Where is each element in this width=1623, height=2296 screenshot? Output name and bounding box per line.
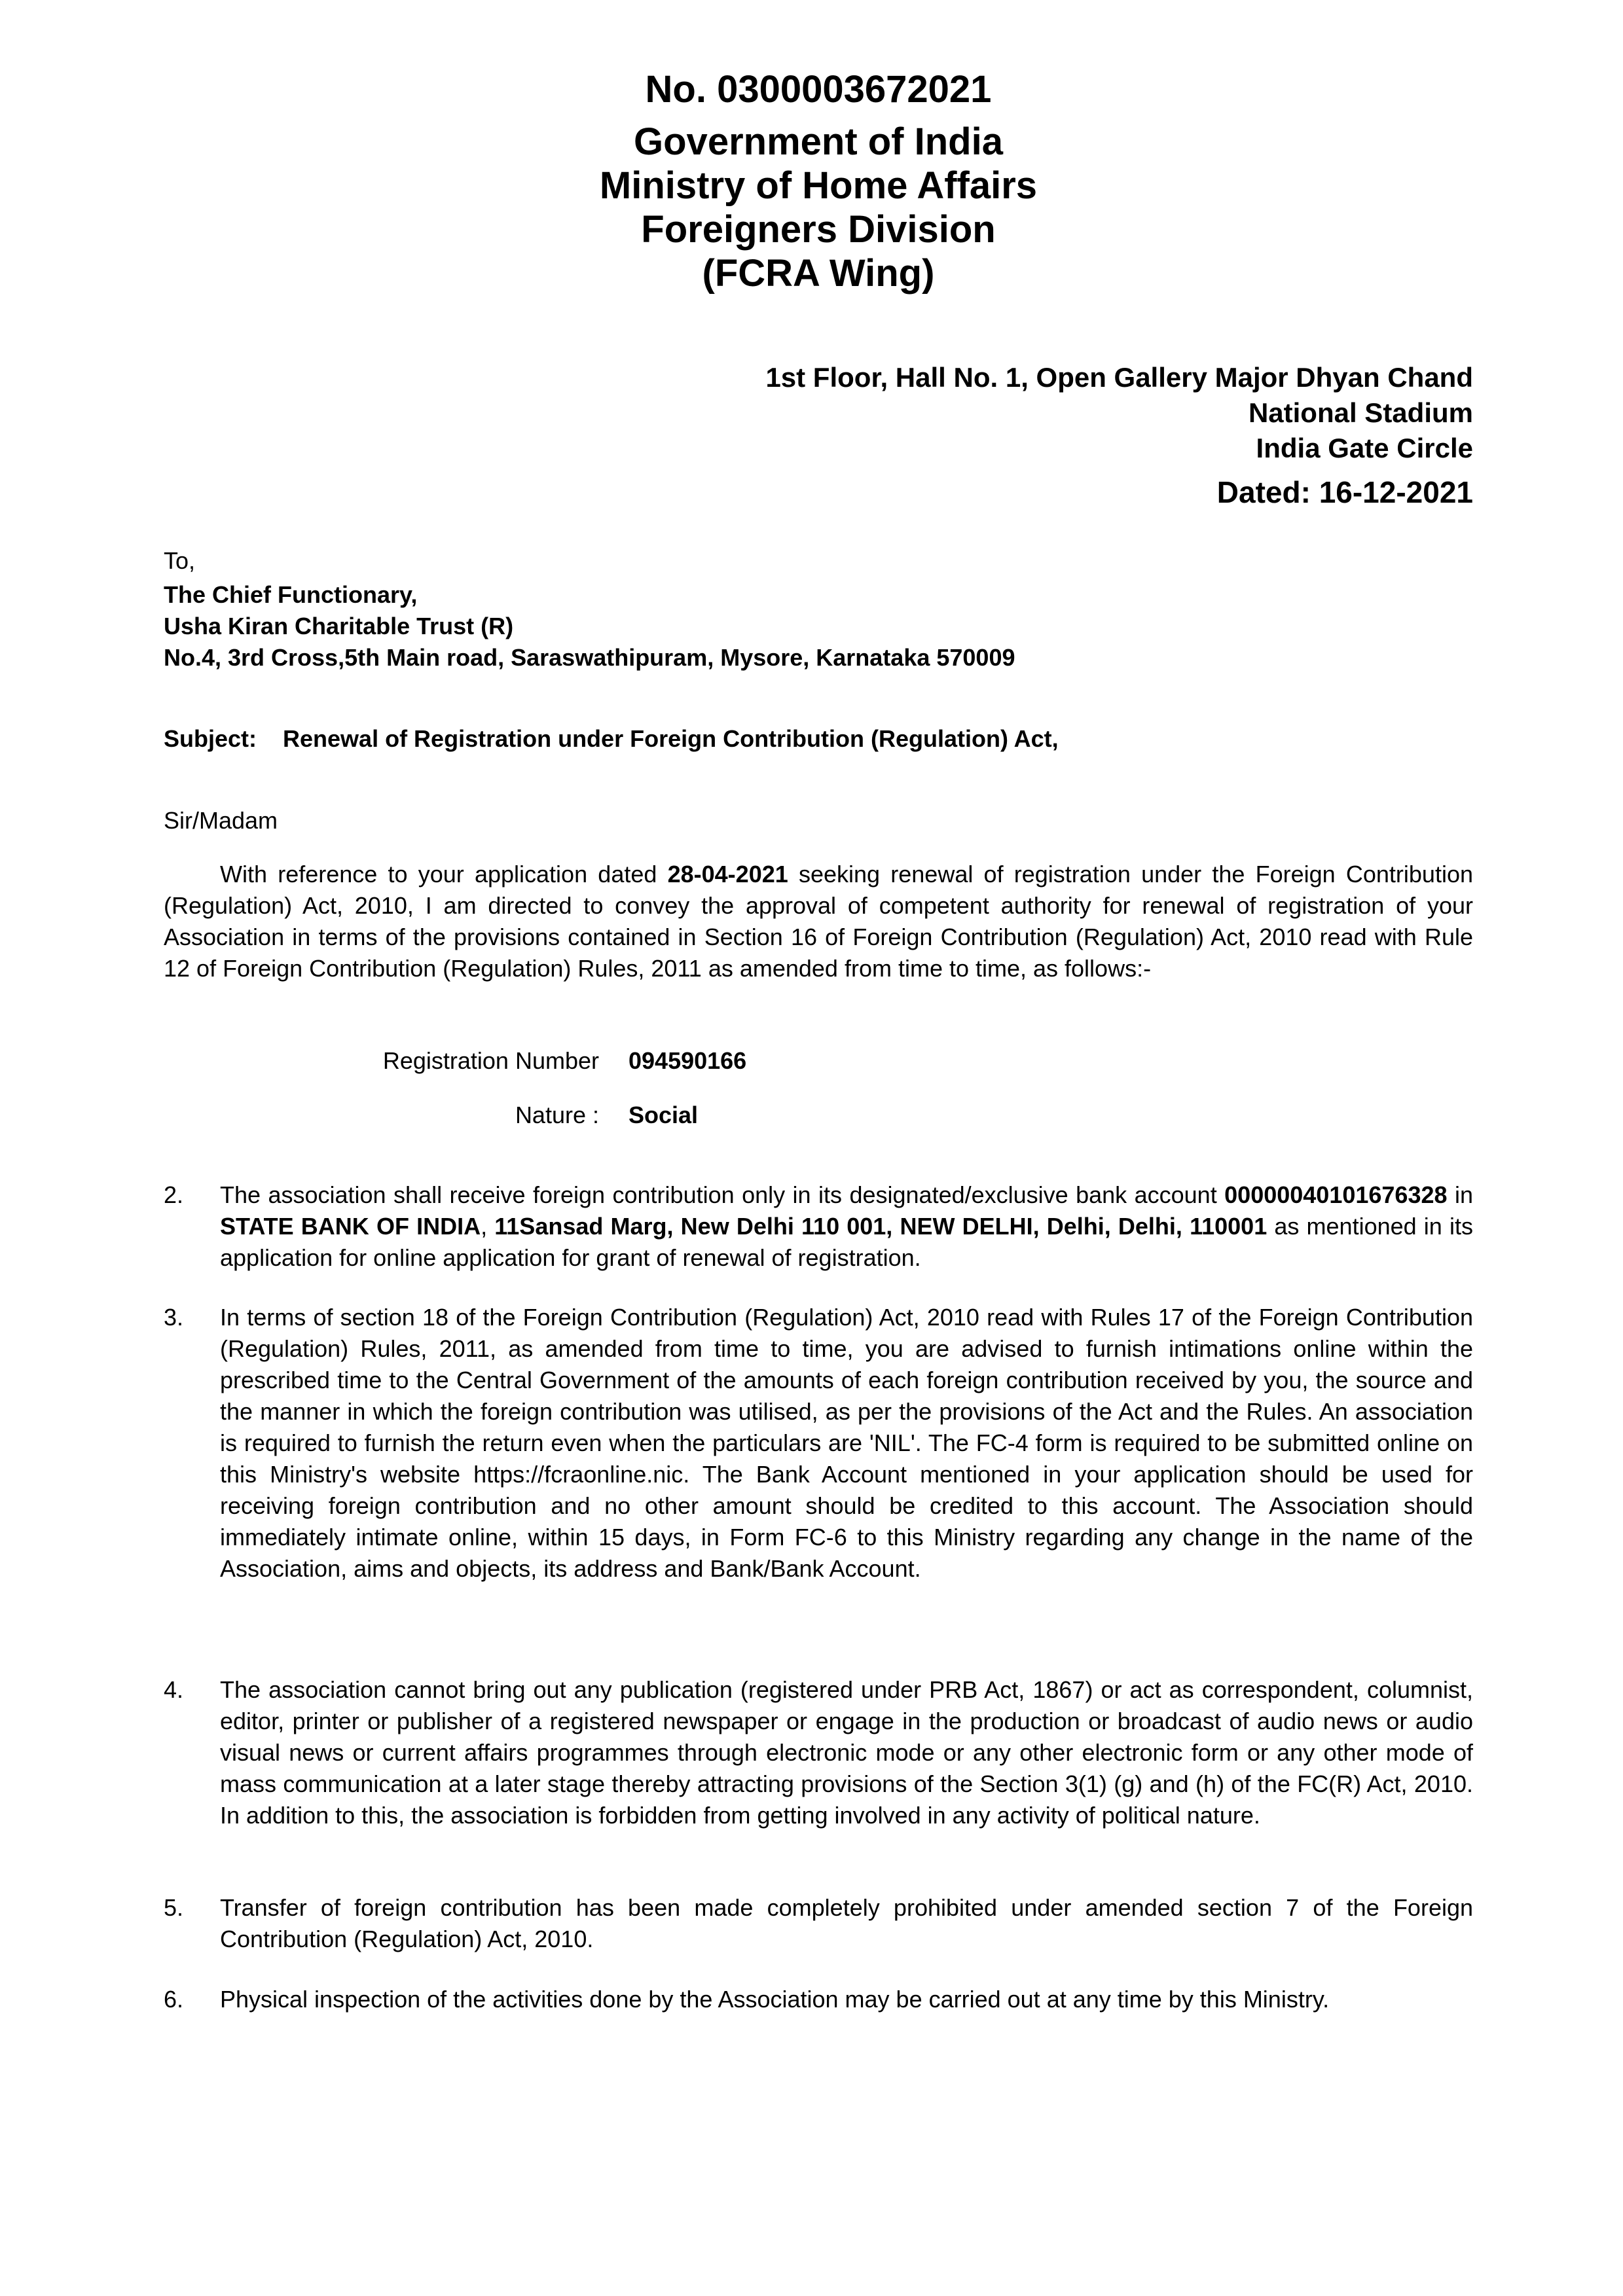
dated-line: Dated: 16-12-2021: [1216, 475, 1473, 509]
registration-number-value: 094590166: [629, 1047, 747, 1074]
item-text-segment: ,: [481, 1213, 495, 1240]
bank-address: 11Sansad Marg, New Delhi 110 001, NEW DELHI, Delhi, Delhi, 110001: [494, 1213, 1267, 1240]
recipient-address: No.4, 3rd Cross,5th Main road, Saraswathipuram, Mysore, Karnataka 570009: [164, 644, 1015, 671]
nature-label: Nature :: [515, 1102, 599, 1128]
office-address-block: [164, 360, 1473, 509]
condition-item-5: [164, 1892, 1473, 1955]
office-address-line: National Stadium: [1248, 397, 1473, 428]
item-number: 2.: [164, 1181, 184, 1208]
recipient-title: The Chief Functionary,: [164, 581, 418, 608]
item-text: [220, 1984, 1473, 2015]
office-address-line: India Gate Circle: [1256, 433, 1473, 463]
condition-item-2: [164, 1179, 1473, 1274]
item-text-segment: The association shall receive foreign contribution only in its designated/exclusive bank account: [220, 1181, 1225, 1208]
office-address-line: 1st Floor, Hall No. 1, Open Gallery Major Dhyan Chand: [765, 362, 1473, 393]
bank-name: STATE BANK OF INDIA: [220, 1213, 481, 1240]
application-date: 28-04-2021: [667, 861, 788, 888]
to-label: To,: [164, 547, 196, 574]
nature-row: [164, 1100, 1473, 1131]
reference-number: No. 0300003672021: [645, 68, 992, 111]
item-text-segment: Physical inspection of the activities done by the Association may be carried out at any time by this Ministry.: [220, 1986, 1330, 2013]
intro-text: seeking renewal of registration under the Foreign Contribution (Regulation) Act, 2010, I am directed to convey the approval of competent authority for renewal of registration of your Association in terms of the provisions contained in Section 16 of Foreign Contribution (Regulation) Act, 2010 read with Rule 12 of Foreign Contribution (Regulation) Rules, 2011 as amended from time to time, as follows:-: [164, 861, 1473, 982]
condition-item-6: [164, 1984, 1473, 2015]
recipient-organisation: Usha Kiran Charitable Trust (R): [164, 613, 514, 639]
item-text-segment: in: [1447, 1181, 1473, 1208]
recipient-block: [164, 545, 1473, 673]
subject-label: Subject:: [164, 725, 257, 752]
greeting: Sir/Madam: [164, 807, 278, 834]
division-line: Foreigners Division: [641, 208, 996, 251]
item-text: [220, 1674, 1473, 1831]
intro-text: With reference to your application dated: [220, 861, 668, 888]
government-of-india-line: Government of India: [634, 120, 1003, 163]
wing-line: (FCRA Wing): [702, 252, 935, 295]
ministry-line: Ministry of Home Affairs: [599, 164, 1038, 207]
intro-paragraph: [164, 859, 1473, 984]
letterhead: [164, 67, 1473, 295]
item-text-segment: as mentioned in its application for online application for grant of renewal of registration.: [220, 1213, 1473, 1271]
item-number: 3.: [164, 1304, 184, 1331]
item-text: [220, 1892, 1473, 1955]
item-number: 4.: [164, 1676, 184, 1703]
item-text-segment: The association cannot bring out any publication (registered under PRB Act, 1867) or act as correspondent, columnist, editor, printer or publisher of a registered newspaper or engage in the production or broadcast of audio news or audio visual news or current affairs programmes through electronic mode or any other electronic form or any other mode of mass communication at a later stage thereby attracting provisions of the Section 3(1) (g) and (h) of the FC(R) Act, 2010. In addition to this, the association is forbidden from getting involved in any activity of political nature.: [220, 1676, 1473, 1829]
conditions-list: [164, 1179, 1473, 2015]
condition-item-3: [164, 1302, 1473, 1585]
bank-account-number: 00000040101676328: [1224, 1181, 1448, 1208]
registration-number-label: Registration Number: [382, 1047, 599, 1074]
item-text-segment: Transfer of foreign contribution has been made completely prohibited under amended section 7 of the Foreign Contribution (Regulation) Act, 2010.: [220, 1894, 1473, 1952]
subject-text: Renewal of Registration under Foreign Contribution (Regulation) Act,: [283, 725, 1059, 752]
nature-value: Social: [629, 1102, 699, 1128]
item-text: [220, 1302, 1473, 1585]
condition-item-4: [164, 1674, 1473, 1831]
item-text-segment: In terms of section 18 of the Foreign Contribution (Regulation) Act, 2010 read with Rules 17 of the Foreign Contribution (Regulation) Rules, 2011, as amended from time to time, you are advised to furnish intimations online within the prescribed time to the Central Government of the amounts of each foreign contribution received by you, the source and the manner in which the foreign contribution was utilised, as per the provisions of the Act and the Rules. An association is required to furnish the return even when the particulars are 'NIL'. The FC-4 form is required to be submitted online on this Ministry's website https://fcraonline.nic. The Bank Account mentioned in your application should be used for receiving foreign contribution and no other amount should be credited to this account. The Association should immediately intimate online, within 15 days, in Form FC-6 to this Ministry regarding any change in the name of the Association, aims and objects, its address and Bank/Bank Account.: [220, 1304, 1473, 1582]
item-number: 6.: [164, 1986, 184, 2013]
item-text: [220, 1179, 1473, 1274]
registration-number-row: [164, 1045, 1473, 1077]
subject-row: [164, 723, 1473, 755]
item-number: 5.: [164, 1894, 184, 1921]
registration-details: [164, 1045, 1473, 1131]
